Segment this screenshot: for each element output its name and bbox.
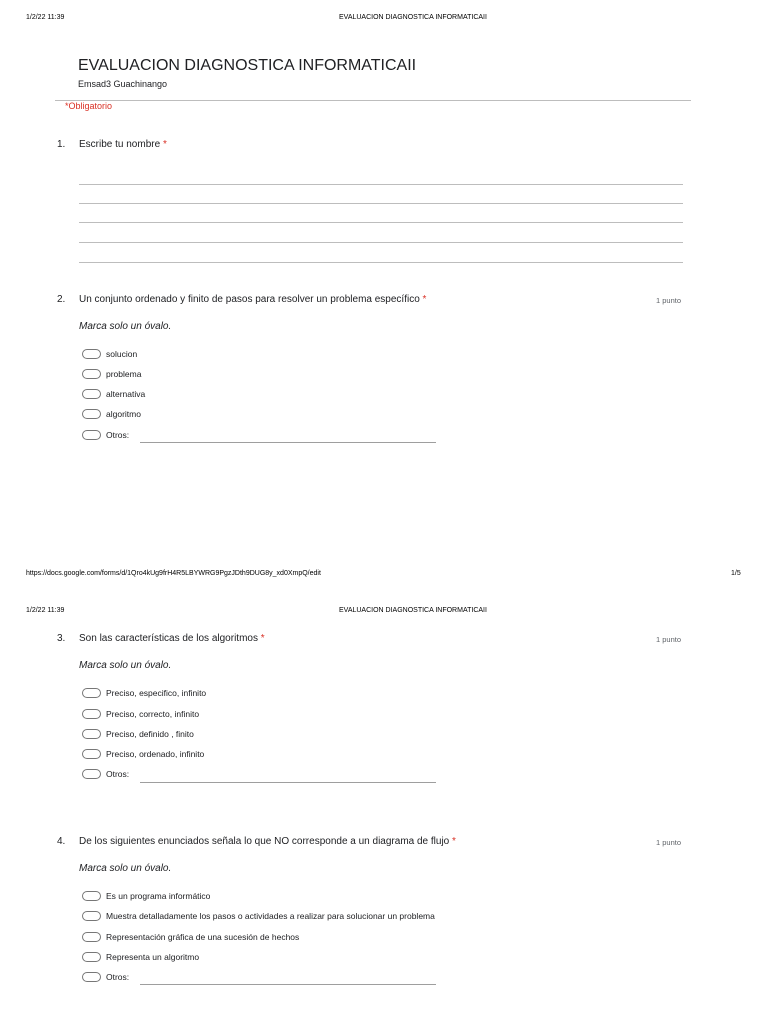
option-solucion[interactable] <box>82 347 137 361</box>
option-problema[interactable] <box>82 367 141 381</box>
option-representacion-grafica[interactable] <box>82 930 299 944</box>
option-label: Muestra detalladamente los pasos o actividades a realizar para solucionar un problema <box>106 911 435 921</box>
question-text <box>79 294 426 305</box>
question-text <box>79 836 456 847</box>
question-number: 4. <box>57 836 66 847</box>
radio-oval[interactable] <box>82 389 101 399</box>
option-representa-algoritmo[interactable] <box>82 950 199 964</box>
print-url: https://docs.google.com/forms/d/1Qro4kUg9frH4R5LBYWRG9PgzJDth9DUG8y_xd0XmpQ/edit <box>26 570 321 577</box>
form-title: EVALUACION DIAGNOSTICA INFORMATICAII <box>78 57 417 74</box>
question-points: 1 punto <box>656 838 682 847</box>
required-asterisk: * <box>422 294 427 305</box>
question-text <box>79 139 167 150</box>
radio-oval[interactable] <box>82 430 101 440</box>
option-otros[interactable] <box>82 970 129 984</box>
question-hint: Marca solo un óvalo. <box>79 321 172 332</box>
radio-oval[interactable] <box>82 932 101 942</box>
radio-oval[interactable] <box>82 709 101 719</box>
question-label: De los siguientes enunciados señala lo que NO corresponde a un diagrama de flujo <box>79 836 450 847</box>
print-datetime: 1/2/22 11:39 <box>26 14 65 21</box>
radio-oval[interactable] <box>82 749 101 759</box>
print-page-number: 1/5 <box>731 570 741 577</box>
radio-oval[interactable] <box>82 769 101 779</box>
required-asterisk: * <box>452 836 456 847</box>
option-algoritmo[interactable] <box>82 407 141 421</box>
option-label: algoritmo <box>106 409 141 419</box>
radio-oval[interactable] <box>82 911 101 921</box>
answer-line[interactable] <box>79 242 683 243</box>
option-otros[interactable] <box>82 767 129 781</box>
other-input-line[interactable] <box>140 782 436 783</box>
required-note: *Obligatorio <box>65 101 113 111</box>
question-label: Un conjunto ordenado y finito de pasos para resolver un problema específico <box>79 294 420 305</box>
radio-oval[interactable] <box>82 349 101 359</box>
question-label: Son las características de los algoritmos <box>79 633 258 644</box>
question-label: Escribe tu nombre <box>79 139 161 150</box>
required-asterisk: * <box>162 139 167 150</box>
option-label: Representa un algoritmo <box>106 952 200 962</box>
option-otros[interactable] <box>82 428 129 442</box>
print-doc-title: EVALUACION DIAGNOSTICA INFORMATICAII <box>339 14 487 21</box>
question-text <box>79 633 265 644</box>
question-hint: Marca solo un óvalo. <box>79 863 172 874</box>
answer-line[interactable] <box>79 262 683 263</box>
option-label: alternativa <box>106 389 146 399</box>
question-hint: Marca solo un óvalo. <box>79 660 172 671</box>
option-preciso-definido[interactable] <box>82 727 194 741</box>
answer-line[interactable] <box>79 222 683 223</box>
print-doc-title: EVALUACION DIAGNOSTICA INFORMATICAII <box>339 607 487 614</box>
print-datetime: 1/2/22 11:39 <box>26 607 65 614</box>
option-preciso-ordenado[interactable] <box>82 747 204 761</box>
option-alternativa[interactable] <box>82 387 145 401</box>
question-number: 2. <box>57 294 66 305</box>
radio-oval[interactable] <box>82 688 101 698</box>
option-label: Otros: <box>106 769 130 779</box>
option-preciso-correcto[interactable] <box>82 707 199 721</box>
option-label: Preciso, correcto, infinito <box>106 709 200 719</box>
question-points: 1 punto <box>656 296 682 305</box>
header-divider <box>55 100 691 101</box>
question-number: 3. <box>57 633 66 644</box>
option-preciso-especifico[interactable] <box>82 686 206 700</box>
other-input-line[interactable] <box>140 984 436 985</box>
other-input-line[interactable] <box>140 442 436 443</box>
required-asterisk: * <box>260 633 265 644</box>
option-label: Preciso, especifico, infinito <box>106 688 207 698</box>
radio-oval[interactable] <box>82 409 101 419</box>
option-label: Otros: <box>106 972 130 982</box>
question-points: 1 punto <box>656 635 682 644</box>
option-label: Representación gráfica de una sucesión de hechos <box>106 932 300 942</box>
option-label: Otros: <box>106 430 130 440</box>
option-muestra-pasos[interactable] <box>82 909 435 923</box>
option-label: Preciso, definido , finito <box>106 729 194 739</box>
radio-oval[interactable] <box>82 729 101 739</box>
option-label: problema <box>106 369 142 379</box>
radio-oval[interactable] <box>82 952 101 962</box>
radio-oval[interactable] <box>82 972 101 982</box>
radio-oval[interactable] <box>82 891 101 901</box>
option-label: Preciso, ordenado, infinito <box>106 749 205 759</box>
option-label: Es un programa informático <box>106 891 211 901</box>
form-subtitle: Emsad3 Guachinango <box>78 79 168 89</box>
answer-line[interactable] <box>79 184 683 185</box>
radio-oval[interactable] <box>82 369 101 379</box>
option-programa-informatico[interactable] <box>82 889 210 903</box>
question-number: 1. <box>57 139 66 150</box>
answer-line[interactable] <box>79 203 683 204</box>
option-label: solucion <box>106 349 138 359</box>
